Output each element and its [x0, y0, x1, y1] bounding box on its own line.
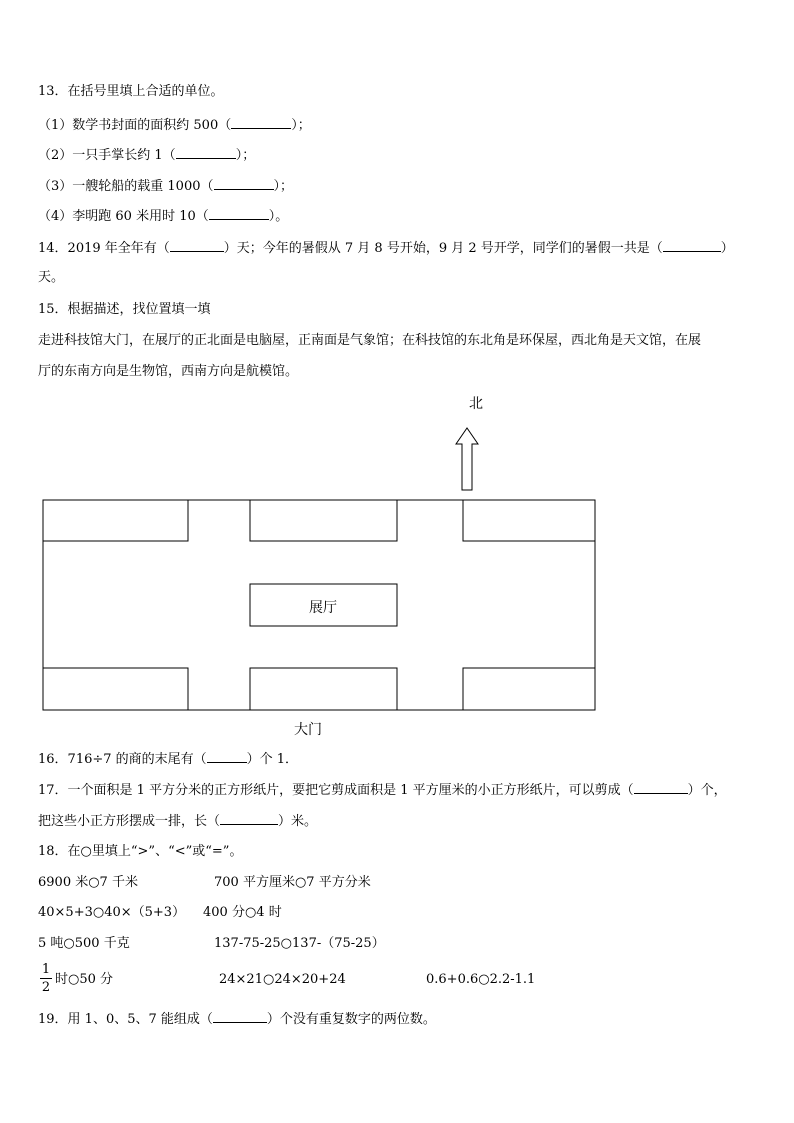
q13-item-2 — [38, 146, 255, 164]
answer-blank[interactable] — [170, 239, 224, 252]
answer-blank[interactable] — [220, 812, 278, 825]
q18-r3c2: 137-75-25○137-（75-25） — [214, 936, 385, 951]
q14-text-a: 14．2019 年全年有（ — [38, 241, 170, 256]
q13-item-1-text: （1）数学书封面的面积约 500（ — [38, 118, 232, 133]
q13-item-2-text: （2）一只手掌长约 1（ — [38, 148, 176, 163]
q18-r2c2: 400 分○4 时 — [203, 905, 282, 920]
fraction-numerator: 1 — [41, 962, 51, 977]
answer-blank[interactable] — [663, 239, 721, 252]
q14-line-2: 天。 — [38, 270, 65, 285]
q14-text-c: ） — [720, 241, 734, 256]
q13-item-1 — [38, 116, 311, 134]
q18-r1c1: 6900 米○7 千米 — [38, 875, 138, 890]
answer-blank[interactable] — [634, 781, 688, 794]
q13-item-2-end: ）； — [235, 148, 256, 163]
q18-r1c2: 700 平方厘米○7 平方分米 — [214, 875, 371, 890]
q13-item-3-end: ）； — [273, 179, 294, 194]
room-southwest — [43, 668, 188, 710]
q16-line — [38, 750, 298, 768]
q16-text-a: 16．716÷7 的商的末尾有（ — [38, 752, 207, 767]
q14-text-b: ）天；今年的暑假从 7 月 8 号开始，9 月 2 号开学，同学们的暑假一共是（ — [223, 241, 663, 256]
q19-line — [38, 1010, 436, 1028]
q15-desc-line-1: 走进科技馆大门，在展厅的正北面是电脑屋，正南面是气象馆；在科技馆的东北角是环保屋，西北角是天文馆，在展 — [38, 333, 702, 348]
room-north — [250, 500, 397, 541]
q18-r3c1: 5 吨○500 千克 — [38, 936, 130, 951]
answer-blank[interactable] — [176, 146, 236, 159]
q13-title: 13．在括号里填上合适的单位。 — [38, 84, 224, 99]
q18-r4c2: 24×21○24×20+24 — [219, 972, 346, 987]
q14-line-1 — [38, 239, 734, 257]
q17-text-d: ）米。 — [278, 814, 318, 829]
q17-text-c: 把这些小正方形摆成一排，长（ — [38, 814, 221, 829]
answer-blank[interactable] — [214, 177, 274, 190]
q13-item-3 — [38, 177, 293, 195]
q16-text-b: ）个 1． — [246, 752, 299, 767]
q18-r4c1: 时○50 分 — [55, 972, 114, 987]
q13-item-4-text: （4）李明跑 60 米用时 10（ — [38, 209, 209, 224]
q18-title: 18．在○里填上“>”、“<”或“=”。 — [38, 844, 243, 859]
q13-item-3-text: （3）一艘轮船的载重 1000（ — [38, 179, 214, 194]
q13-item-4 — [38, 207, 288, 225]
q15-title: 15．根据描述，找位置填一填 — [38, 302, 211, 317]
room-northeast — [463, 500, 595, 541]
answer-blank[interactable] — [209, 207, 269, 220]
fraction-denominator: 2 — [41, 980, 51, 995]
fraction-bar — [40, 978, 52, 979]
room-south — [250, 668, 397, 710]
q17-line-2 — [38, 812, 317, 830]
answer-blank[interactable] — [213, 1010, 267, 1023]
answer-blank[interactable] — [207, 750, 247, 763]
half-fraction — [40, 962, 52, 995]
q13-item-4-end: ）。 — [268, 209, 289, 224]
q18-r4c3: 0.6+0.6○2.2-1.1 — [426, 972, 536, 987]
gate-label: 大门 — [294, 722, 322, 738]
q19-text-a: 19．用 1、0、5、7 能组成（ — [38, 1012, 213, 1027]
answer-blank[interactable] — [231, 116, 291, 129]
room-southeast — [463, 668, 595, 710]
q17-line-1 — [38, 781, 727, 799]
q15-desc-line-2: 厅的东南方向是生物馆，西南方向是航模馆。 — [38, 364, 299, 379]
q17-text-a: 17．一个面积是 1 平方分米的正方形纸片，要把它剪成面积是 1 平方厘米的小正方形纸片，可以剪成（ — [38, 783, 634, 798]
q17-text-b: ）个， — [687, 783, 727, 798]
north-label: 北 — [469, 396, 483, 412]
north-arrow-icon — [456, 428, 478, 490]
q13-item-1-end: ）； — [291, 118, 311, 133]
hall-label: 展厅 — [309, 600, 337, 616]
q18-r2c1: 40×5+3○40×（5+3） — [38, 905, 186, 920]
room-northwest — [43, 500, 188, 541]
q19-text-b: ）个没有重复数字的两位数。 — [266, 1012, 436, 1027]
